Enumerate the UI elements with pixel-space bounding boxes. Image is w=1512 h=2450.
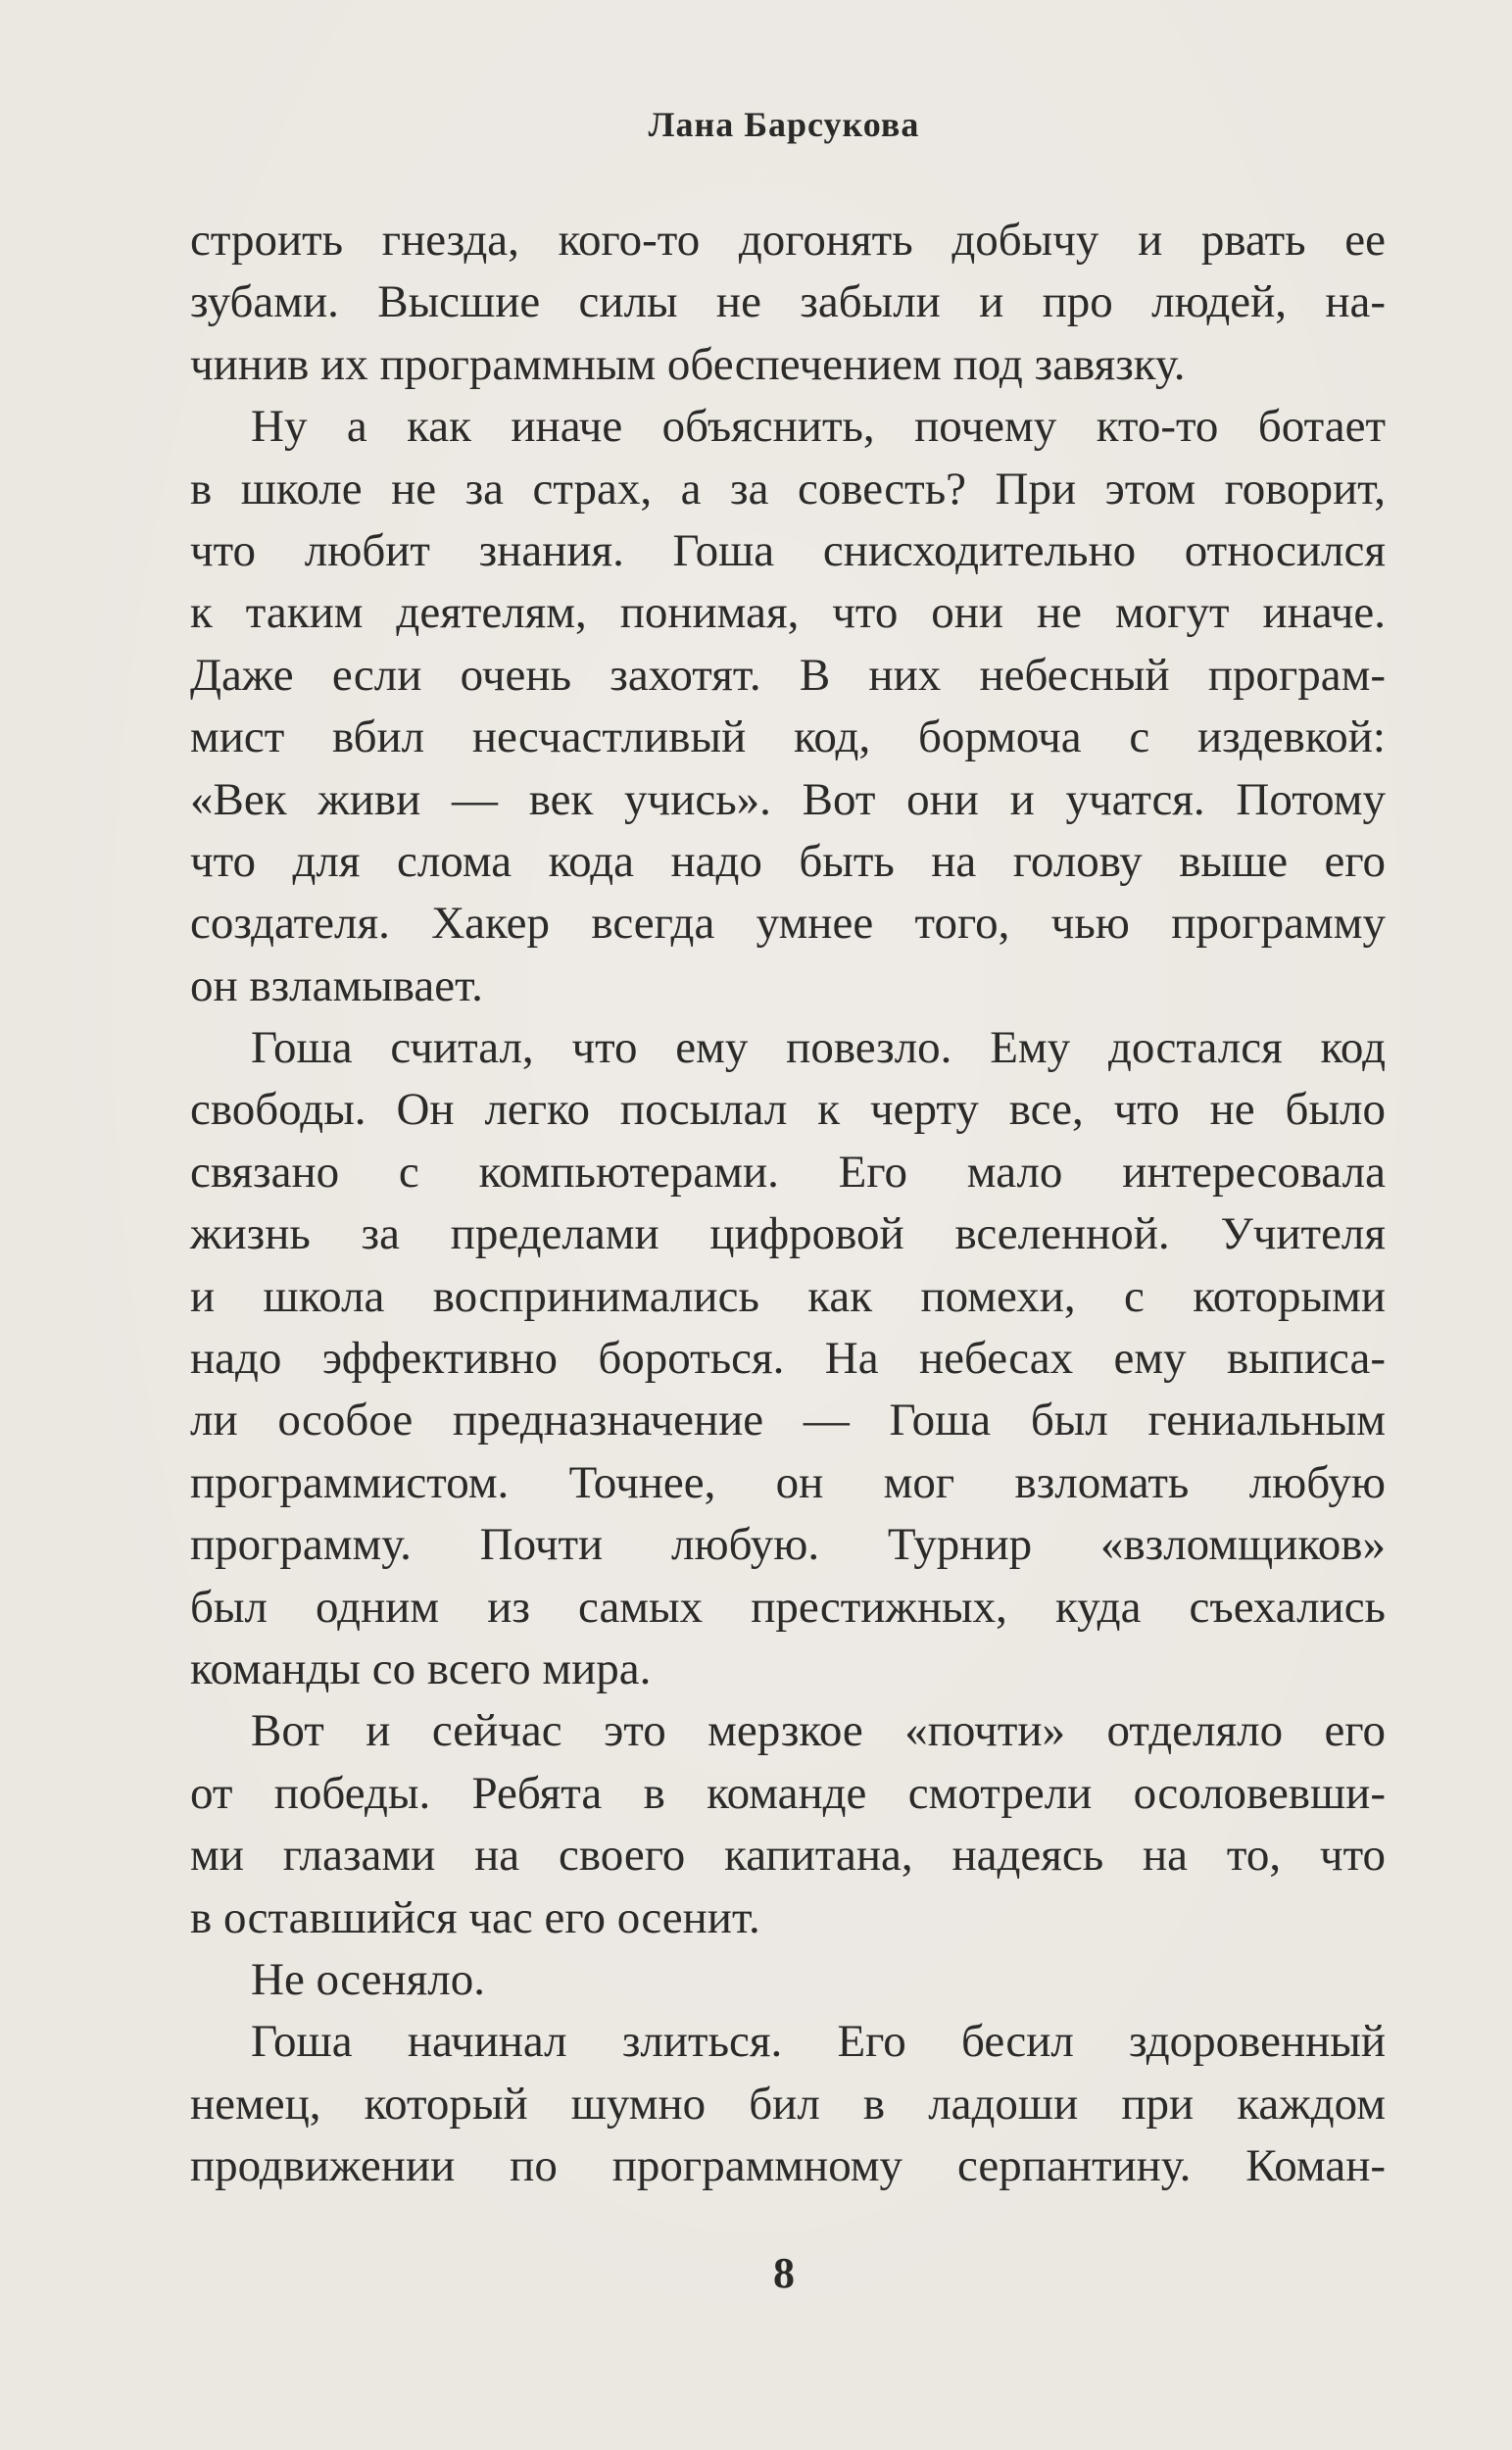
text-line: Не осеняло. <box>251 1953 485 2005</box>
text-line: был одним из самых престижных, куда съехались <box>190 1581 1386 1633</box>
text-line: к таким деятелям, понимая, что они не могут иначе. <box>190 587 1386 639</box>
text-line: что любит знания. Гоша снисходительно относился <box>190 524 1386 576</box>
text-line: ли особое предназначение — Гоша был гениальным <box>190 1395 1386 1446</box>
text-line: Вот и сейчас это мерзкое «почти» отделяло его <box>251 1705 1386 1757</box>
text-line: Гоша считал, что ему повезло. Ему достался код <box>251 1022 1386 1074</box>
text-line: что для слома кода надо быть на голову выше его <box>190 835 1386 887</box>
page-number: 8 <box>773 2249 795 2297</box>
text-line: ми глазами на своего капитана, надеясь на то, что <box>190 1830 1386 1882</box>
text-line: связано с компьютерами. Его мало интересовала <box>190 1146 1386 1198</box>
text-line: жизнь за пределами цифровой вселенной. Учителя <box>190 1208 1386 1260</box>
text-line: немец, который шумно бил в ладоши при каждом <box>190 2078 1386 2130</box>
body-text <box>190 210 1386 2198</box>
text-line: Даже если очень захотят. В них небесный програм- <box>190 649 1386 701</box>
text-line: он взламывает. <box>190 959 483 1011</box>
text-line: программистом. Точнее, он мог взломать любую <box>190 1456 1386 1508</box>
text-line: создателя. Хакер всегда умнее того, чью программу <box>190 898 1386 950</box>
text-line: программу. Почти любую. Турнир «взломщиков» <box>190 1519 1386 1571</box>
text-line: от победы. Ребята в команде смотрели осоловевши- <box>190 1767 1386 1819</box>
text-line: и школа воспринимались как помехи, с которыми <box>190 1270 1386 1322</box>
text-line: чинив их программным обеспечением под завязку. <box>190 338 1186 390</box>
text-line: Гоша начинал злиться. Его бесил здоровенный <box>251 2016 1386 2068</box>
text-line: зубами. Высшие силы не забыли и про людей, на- <box>190 276 1386 328</box>
text-line: в оставшийся час его осенит. <box>190 1891 760 1943</box>
running-head-author: Лана Барсукова <box>648 105 920 144</box>
text-line: продвижении по программному серпантину. Коман- <box>190 2140 1386 2192</box>
text-line: «Век живи — век учись». Вот они и учатся. Потому <box>190 773 1386 825</box>
text-line: команды со всего мира. <box>190 1642 652 1694</box>
text-line: строить гнезда, кого-то догонять добычу и рвать ее <box>190 215 1386 266</box>
text-line: надо эффективно бороться. На небесах ему выписа- <box>190 1333 1386 1385</box>
text-line: Ну а как иначе объяснить, почему кто-то ботает <box>251 401 1386 453</box>
text-line: свободы. Он легко посылал к черту все, что не было <box>190 1084 1386 1136</box>
text-line: мист вбил несчастливый код, бормоча с издевкой: <box>190 711 1386 763</box>
text-line: в школе не за страх, а за совесть? При этом говорит, <box>190 463 1386 514</box>
